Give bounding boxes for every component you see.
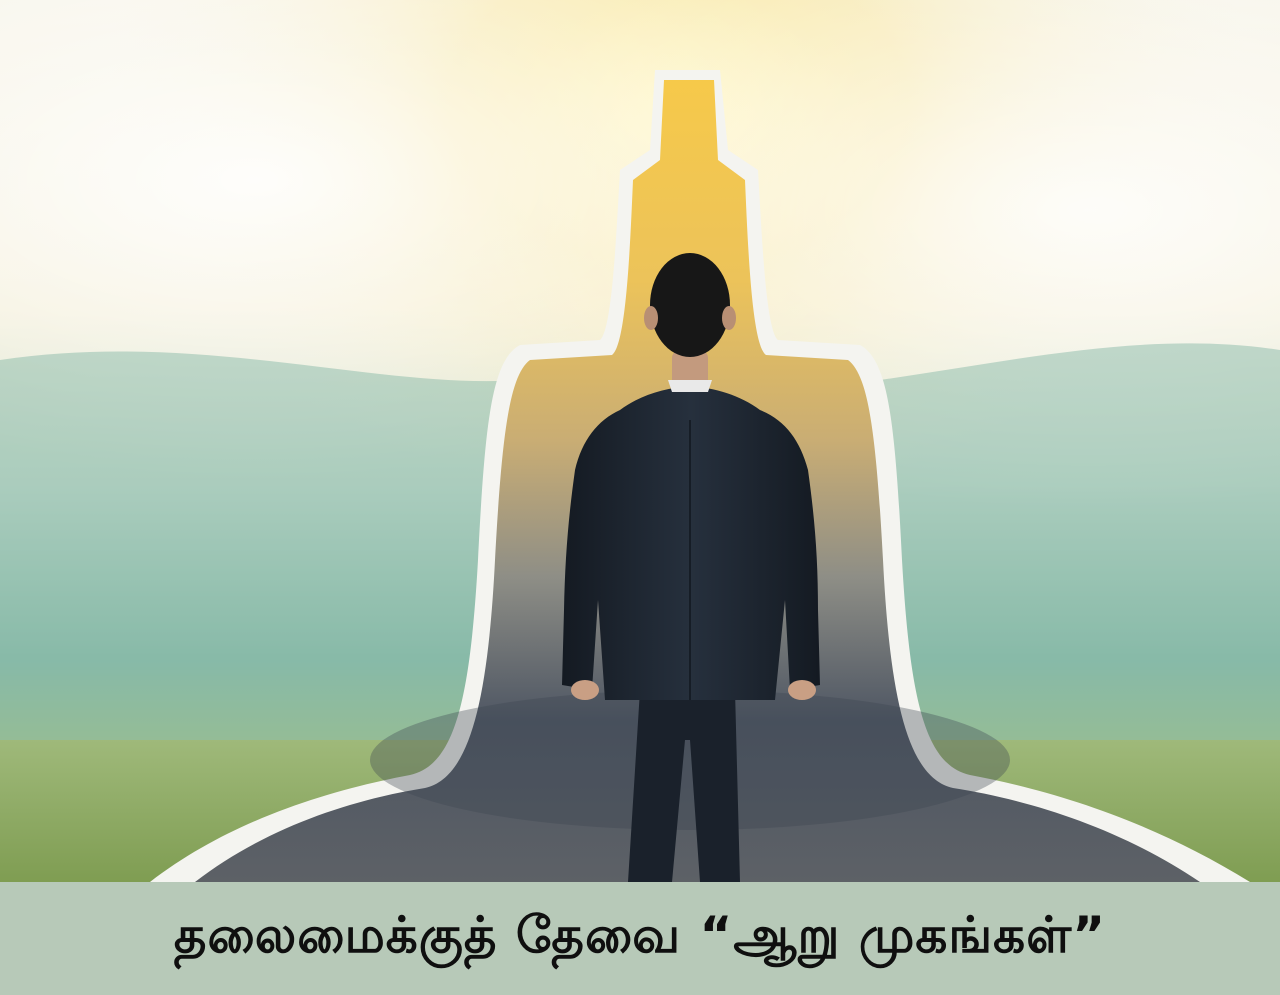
haze-left [0, 352, 520, 760]
caption-bar [0, 882, 1280, 995]
haze-right [880, 343, 1280, 760]
caption-title: தலைமைக்குத் தேவை “ஆறு முகங்கள்” [173, 906, 1107, 964]
